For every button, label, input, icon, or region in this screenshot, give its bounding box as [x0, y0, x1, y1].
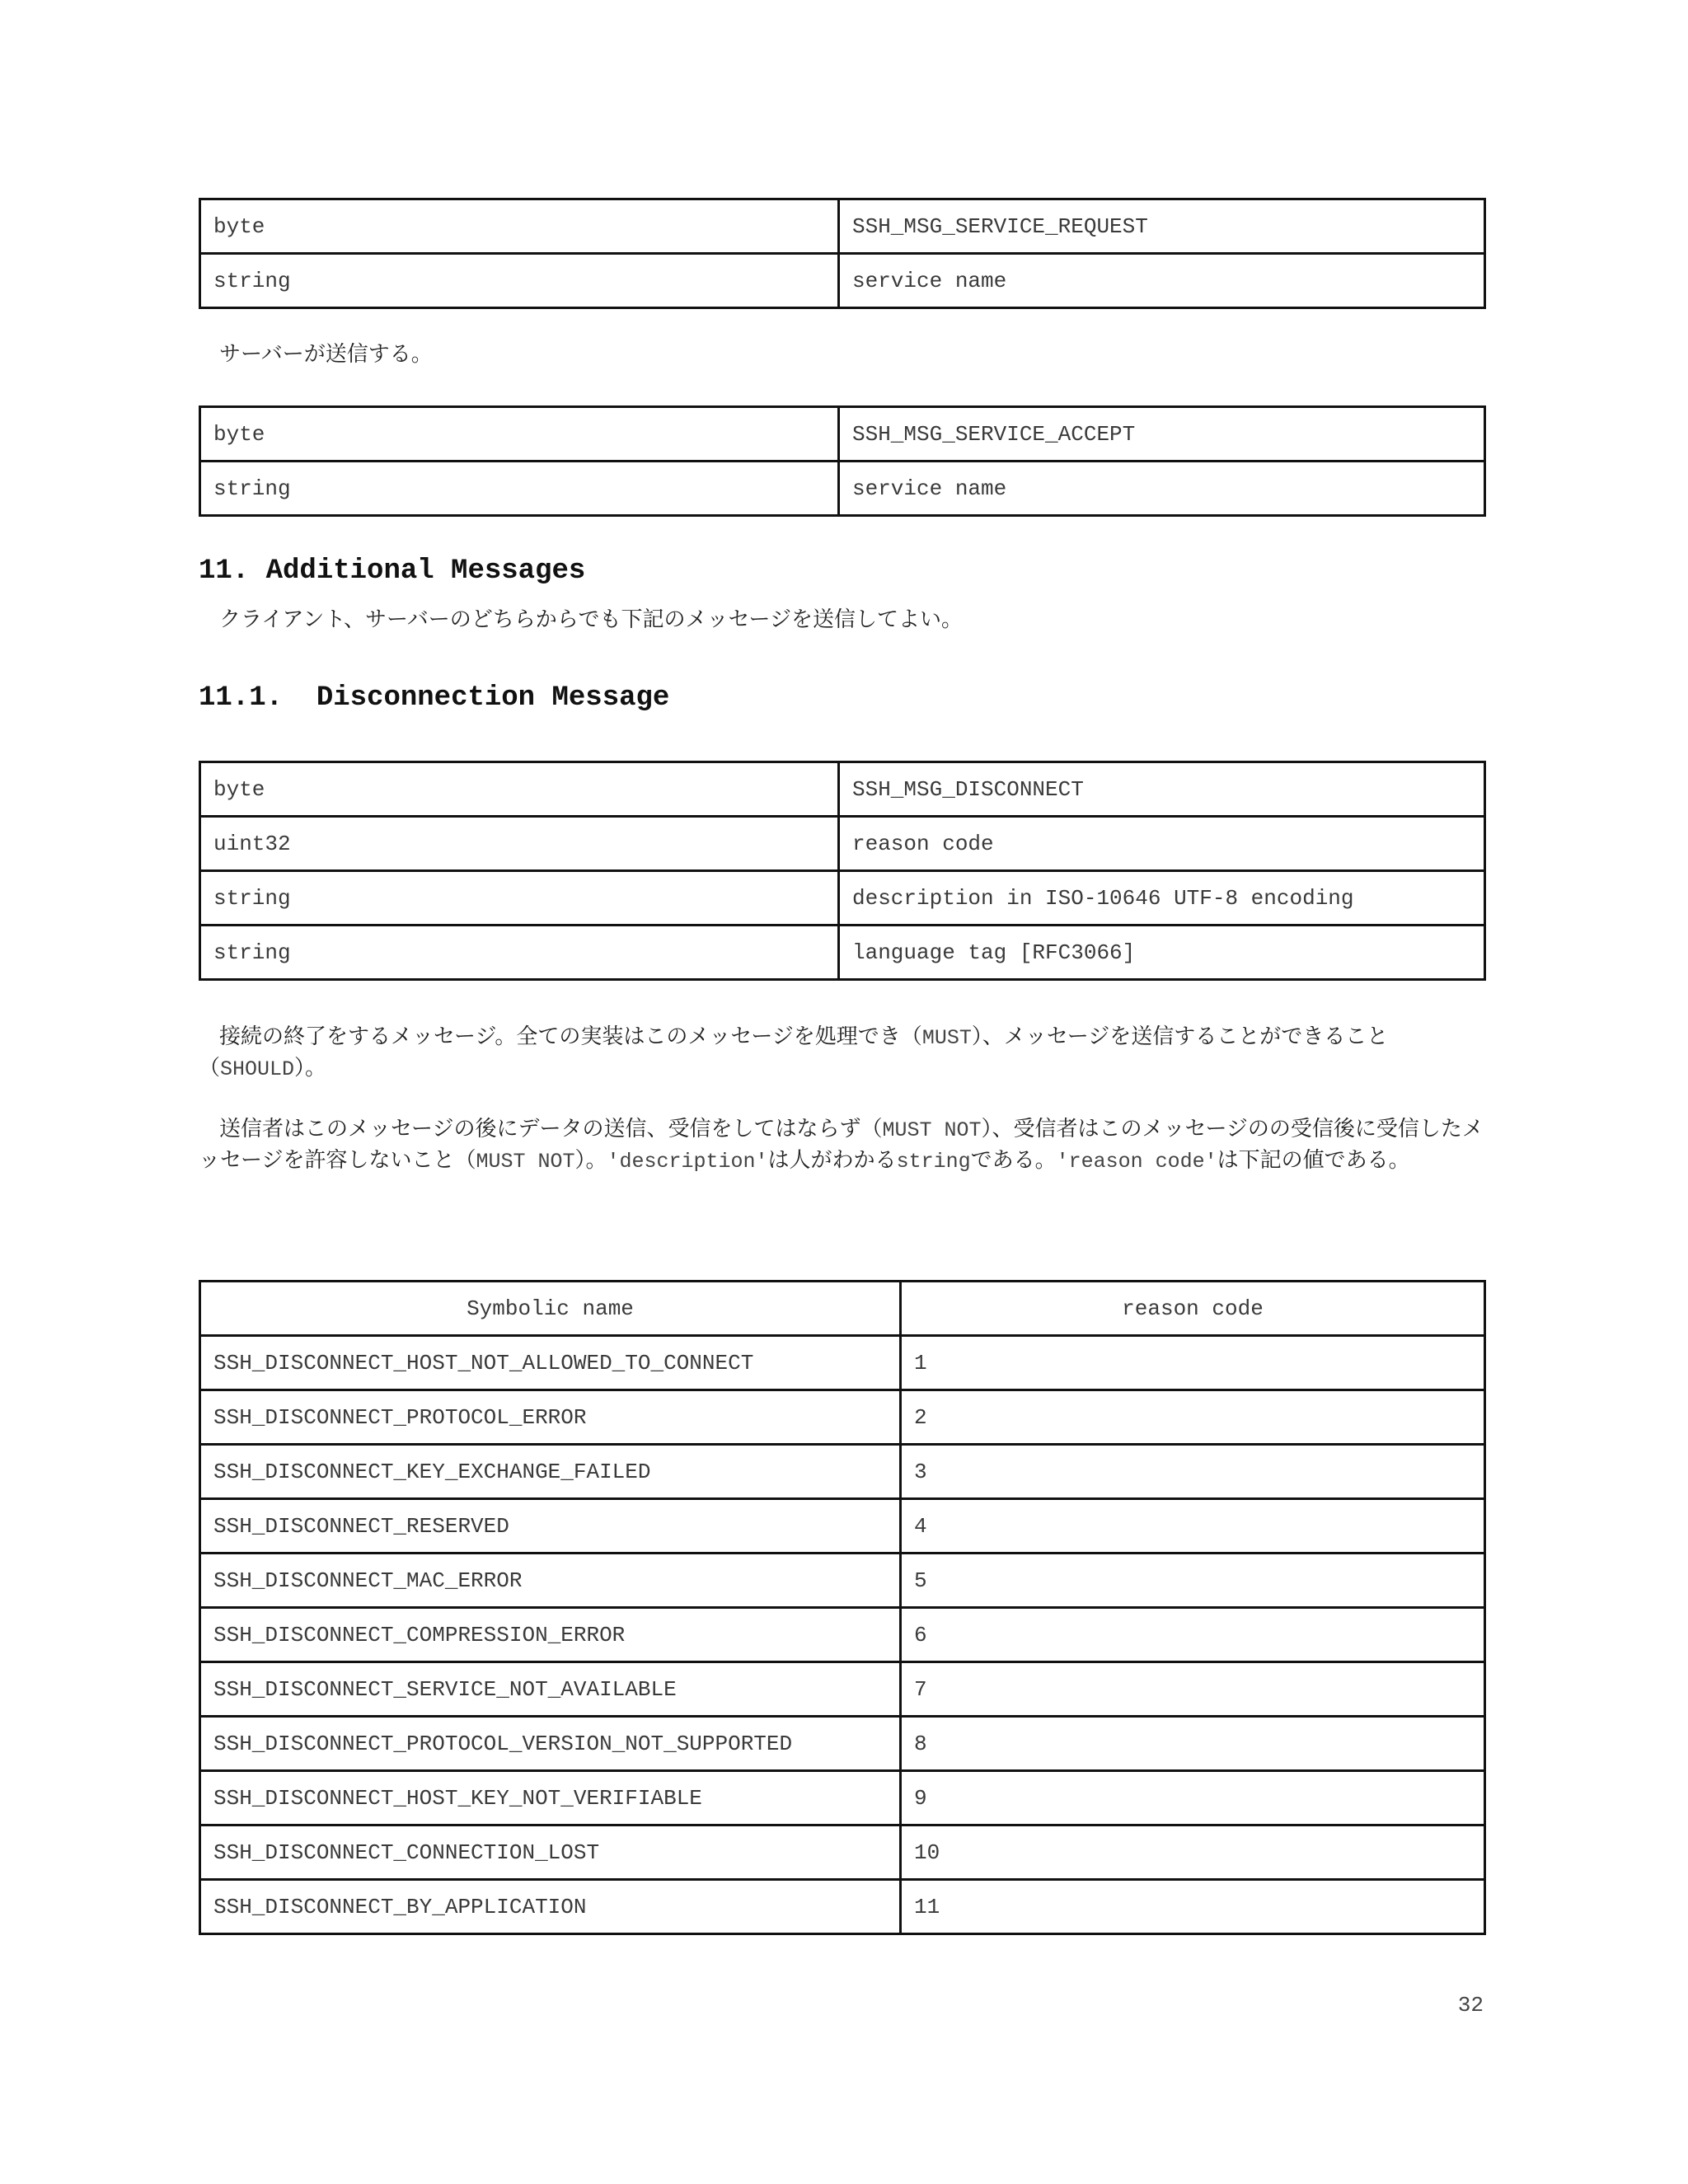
field-value-cell: SSH_MSG_SERVICE_REQUEST	[839, 199, 1485, 254]
paragraph-text: 送信者はこのメッセージの後にデータの送信、受信をしてはならず（	[219, 1117, 883, 1141]
paragraph-text: である。	[970, 1148, 1057, 1173]
disconnect-rules-paragraph	[199, 1114, 1486, 1177]
table-header-row	[200, 1282, 1485, 1336]
keyword-text: MUST NOT	[476, 1150, 575, 1174]
subsection-title: Disconnection Message	[316, 682, 670, 714]
field-value-cell: SSH_MSG_SERVICE_ACCEPT	[839, 407, 1485, 462]
section-heading	[199, 555, 585, 587]
field-type-cell: byte	[200, 199, 839, 254]
table-row	[200, 817, 1485, 871]
table-row	[200, 254, 1485, 308]
paragraph-text: ）。	[574, 1148, 607, 1173]
field-value-cell: service name	[839, 462, 1485, 516]
service-request-table	[199, 198, 1486, 309]
reason-code-cell: 8	[901, 1717, 1485, 1771]
reason-code-cell: 11	[901, 1880, 1485, 1934]
table-row	[200, 1499, 1485, 1554]
symbolic-name-cell: SSH_DISCONNECT_HOST_KEY_NOT_VERIFIABLE	[200, 1771, 901, 1825]
section-intro-paragraph	[219, 605, 1507, 635]
field-type-cell: byte	[200, 762, 839, 817]
table-row	[200, 199, 1485, 254]
section-title: Additional Messages	[265, 555, 586, 587]
field-type-cell: string	[200, 254, 839, 308]
reason-code-cell: 9	[901, 1771, 1485, 1825]
reason-code-cell: 7	[901, 1662, 1485, 1717]
paragraph-text: は下記の値である。	[1217, 1148, 1410, 1173]
table-row	[200, 1390, 1485, 1445]
table-row	[200, 1445, 1485, 1499]
symbolic-name-cell: SSH_DISCONNECT_MAC_ERROR	[200, 1554, 901, 1608]
symbolic-name-cell: SSH_DISCONNECT_RESERVED	[200, 1499, 901, 1554]
table-row	[200, 407, 1485, 462]
table-row	[200, 871, 1485, 926]
table-row	[200, 462, 1485, 516]
keyword-text: MUST	[921, 1026, 972, 1050]
paragraph-text: 接続の終了をするメッセージ。全ての実装はこのメッセージを処理でき（	[219, 1024, 922, 1049]
server-sends-paragraph	[219, 340, 1507, 370]
field-value-cell: description in ISO-10646 UTF-8 encoding	[839, 871, 1485, 926]
reason-code-cell: 1	[901, 1336, 1485, 1390]
keyword-text: MUST NOT	[882, 1118, 982, 1142]
field-type-cell: string	[200, 926, 839, 980]
symbolic-name-cell: SSH_DISCONNECT_KEY_EXCHANGE_FAILED	[200, 1445, 901, 1499]
column-header-reason-code: reason code	[901, 1282, 1485, 1336]
field-value-cell: language tag [RFC3066]	[839, 926, 1485, 980]
reason-code-cell: 4	[901, 1499, 1485, 1554]
reason-code-cell: 6	[901, 1608, 1485, 1662]
field-type-cell: string	[200, 871, 839, 926]
symbolic-name-cell: SSH_DISCONNECT_HOST_NOT_ALLOWED_TO_CONNECT	[200, 1336, 901, 1390]
field-type-cell: string	[200, 462, 839, 516]
symbolic-name-cell: SSH_DISCONNECT_COMPRESSION_ERROR	[200, 1608, 901, 1662]
field-value-cell: reason code	[839, 817, 1485, 871]
symbolic-name-cell: SSH_DISCONNECT_BY_APPLICATION	[200, 1880, 901, 1934]
table-row	[200, 926, 1485, 980]
disconnect-description-paragraph	[199, 1022, 1486, 1085]
subsection-number: 11.1.	[199, 682, 284, 714]
paragraph-text: ）、メッセージを送信することができること（	[199, 1024, 1389, 1080]
section-number: 11.	[199, 555, 250, 587]
symbolic-name-cell: SSH_DISCONNECT_CONNECTION_LOST	[200, 1825, 901, 1880]
table-row	[200, 1880, 1485, 1934]
page-number: 32	[1457, 1993, 1484, 2018]
reason-code-cell: 10	[901, 1825, 1485, 1880]
field-type-cell: byte	[200, 407, 839, 462]
paragraph-text: ）、受信者はこのメッセージのの受信後に受信したメッセージを許容しないこと（	[199, 1117, 1484, 1173]
service-accept-table	[199, 405, 1486, 517]
table-row	[200, 762, 1485, 817]
keyword-text: SHOULD	[220, 1057, 295, 1081]
reason-code-cell: 3	[901, 1445, 1485, 1499]
field-value-cell: service name	[839, 254, 1485, 308]
symbolic-name-cell: SSH_DISCONNECT_PROTOCOL_ERROR	[200, 1390, 901, 1445]
paragraph-text: は人がわかる	[767, 1148, 897, 1173]
keyword-text: string	[896, 1150, 971, 1174]
table-row	[200, 1608, 1485, 1662]
symbolic-name-cell: SSH_DISCONNECT_SERVICE_NOT_AVAILABLE	[200, 1662, 901, 1717]
reason-codes-table	[199, 1280, 1486, 1935]
symbolic-name-cell: SSH_DISCONNECT_PROTOCOL_VERSION_NOT_SUPPORTED	[200, 1717, 901, 1771]
reason-code-cell: 2	[901, 1390, 1485, 1445]
table-row	[200, 1771, 1485, 1825]
paragraph-text: ）。	[294, 1056, 327, 1080]
paragraph-text: クライアント、サーバーのどちらからでも下記のメッセージを送信してよい。	[219, 607, 963, 632]
field-type-cell: uint32	[200, 817, 839, 871]
table-row	[200, 1662, 1485, 1717]
table-row	[200, 1717, 1485, 1771]
field-value-cell: SSH_MSG_DISCONNECT	[839, 762, 1485, 817]
reason-code-cell: 5	[901, 1554, 1485, 1608]
subsection-heading	[199, 682, 669, 714]
paragraph-text: サーバーが送信する。	[219, 342, 433, 367]
table-row	[200, 1825, 1485, 1880]
table-row	[200, 1554, 1485, 1608]
keyword-text: 'reason code'	[1056, 1150, 1217, 1174]
keyword-text: 'description'	[607, 1150, 768, 1174]
column-header-symbolic-name: Symbolic name	[200, 1282, 901, 1336]
table-row	[200, 1336, 1485, 1390]
disconnect-message-table	[199, 761, 1486, 981]
